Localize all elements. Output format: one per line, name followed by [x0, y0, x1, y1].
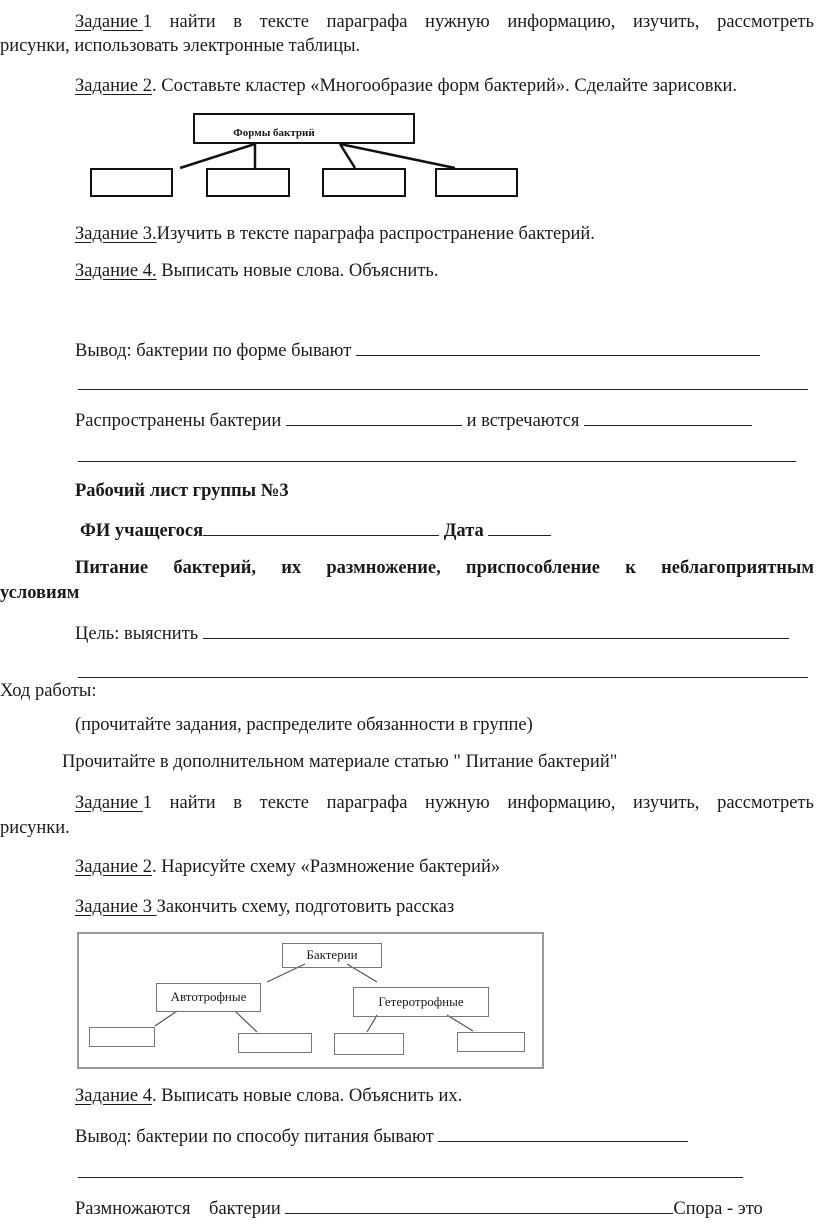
- reading-line: Прочитайте в дополнительном материале статью " Питание бактерий": [62, 752, 618, 772]
- scheme-autotrophs-box: [156, 983, 261, 1012]
- conclusion-line: [75, 337, 760, 362]
- task-word: параграфа: [326, 793, 408, 813]
- conclusion-line: [75, 1123, 688, 1148]
- worksheet-title: Рабочий лист группы №3: [75, 481, 289, 501]
- task3-line: [75, 897, 454, 918]
- answer-blank[interactable]: [438, 1123, 688, 1142]
- progress-heading: Ход работы:: [0, 681, 97, 701]
- scheme-heterotrophs-label: Гетеротрофные: [378, 994, 464, 1009]
- spread-line: [75, 407, 752, 432]
- scheme-empty-box[interactable]: [89, 1027, 155, 1047]
- answer-blank[interactable]: [285, 1195, 673, 1214]
- answer-blank[interactable]: [286, 407, 462, 426]
- conclusion-label: Вывод: бактерии по способу питания бывают: [75, 1127, 439, 1147]
- task-text: . Нарисуйте схему «Размножение бактерий»: [152, 857, 501, 877]
- task4-line: [75, 1086, 462, 1107]
- goal-line: [75, 620, 789, 645]
- cluster-child-box: [322, 168, 406, 197]
- task-label: Задание 2: [75, 857, 152, 877]
- cluster-child-box: [435, 168, 518, 197]
- answer-rule[interactable]: [78, 1177, 743, 1178]
- date-blank[interactable]: [488, 517, 551, 536]
- task4-line: [75, 261, 438, 282]
- task-word: изучить,: [633, 793, 700, 813]
- student-line: [80, 517, 551, 542]
- task2-line: [75, 857, 500, 878]
- task-word: в: [233, 12, 242, 32]
- reproduce-line: [75, 1195, 763, 1220]
- topic-word: Питание: [75, 558, 149, 578]
- cluster-root-box: [193, 113, 415, 144]
- task1-continuation: рисунки, использовать электронные таблицы.: [0, 36, 361, 56]
- instruction-line: (прочитайте задания, распределите обязанности в группе): [75, 715, 533, 735]
- task-word: рассмотреть: [717, 793, 814, 813]
- task-word: тексте: [259, 12, 309, 32]
- topic-word: размножение,: [326, 558, 441, 578]
- answer-rule[interactable]: [78, 389, 808, 390]
- task1-continuation: рисунки.: [0, 818, 70, 838]
- reproduce-label: Размножаются бактерии: [75, 1199, 286, 1219]
- task-word: 1: [142, 12, 152, 32]
- cluster-child-box: [206, 168, 290, 197]
- task-label: Задание 3: [75, 897, 157, 917]
- topic-line: [75, 558, 814, 579]
- task1-line: [75, 12, 814, 33]
- scheme-heterotrophs-box: [353, 987, 489, 1017]
- conclusion-label: Вывод: бактерии по форме бывают: [75, 341, 356, 361]
- task-label: Задание 2: [75, 76, 152, 96]
- scheme-empty-box[interactable]: [238, 1033, 312, 1053]
- topic-word: неблагоприятным: [661, 558, 814, 578]
- answer-blank[interactable]: [584, 407, 752, 426]
- task-word: 1: [142, 793, 152, 813]
- task-text: Выписать новые слова. Объяснить.: [156, 261, 439, 281]
- topic-word: бактерий,: [173, 558, 257, 578]
- spread-middle: и встречаются: [461, 411, 585, 431]
- spread-prefix: Распространены бактерии: [75, 411, 286, 431]
- task1-line: [75, 793, 814, 814]
- topic-word: к: [625, 558, 636, 578]
- answer-rule[interactable]: [78, 677, 808, 678]
- student-name-blank[interactable]: [203, 517, 439, 536]
- task-word: найти: [169, 12, 216, 32]
- scheme-root-label: Бактерии: [306, 947, 358, 962]
- task-text: . Выписать новые слова. Объяснить их.: [152, 1086, 463, 1106]
- task-word: информацию,: [507, 793, 616, 813]
- task-label: Задание 3.: [75, 224, 157, 244]
- student-name-label: ФИ учащегося: [80, 521, 204, 541]
- task-label: Задание: [75, 12, 143, 32]
- task3-line: [75, 224, 595, 245]
- answer-blank[interactable]: [356, 337, 760, 356]
- topic-word: приспособление: [465, 558, 601, 578]
- cluster-root-label: Формы бактрий: [233, 127, 315, 139]
- task-text: Изучить в тексте параграфа распространение бактерий.: [156, 224, 595, 244]
- goal-label: Цель: выяснить: [75, 624, 203, 644]
- task-word: информацию,: [507, 12, 616, 32]
- task-label: Задание 4: [75, 1086, 152, 1106]
- task-word: рассмотреть: [717, 12, 814, 32]
- task-word: изучить,: [633, 12, 700, 32]
- task-word: нужную: [425, 793, 490, 813]
- task-text: . Составьте кластер «Многообразие форм бактерий». Сделайте зарисовки.: [152, 76, 737, 96]
- task-word: параграфа: [326, 12, 408, 32]
- answer-rule[interactable]: [78, 461, 796, 462]
- topic-word: их: [281, 558, 302, 578]
- task-word: в: [233, 793, 242, 813]
- scheme-autotrophs-label: Автотрофные: [170, 989, 247, 1004]
- task-label: Задание 4.: [75, 261, 157, 281]
- task2-line: [75, 76, 737, 97]
- goal-blank[interactable]: [203, 620, 789, 639]
- scheme-empty-box[interactable]: [457, 1032, 525, 1052]
- topic-continuation: условиям: [0, 583, 80, 603]
- reproduce-suffix: Спора - это: [673, 1199, 763, 1219]
- scheme-diagram: [77, 932, 544, 1069]
- task-label: Задание: [75, 793, 143, 813]
- task-word: найти: [169, 793, 216, 813]
- cluster-child-box: [90, 168, 173, 197]
- task-word: нужную: [425, 12, 490, 32]
- scheme-root-box: [282, 943, 382, 968]
- task-word: тексте: [259, 793, 309, 813]
- task-text: Закончить схему, подготовить рассказ: [156, 897, 455, 917]
- scheme-empty-box[interactable]: [334, 1033, 404, 1055]
- date-label: Дата: [439, 521, 489, 541]
